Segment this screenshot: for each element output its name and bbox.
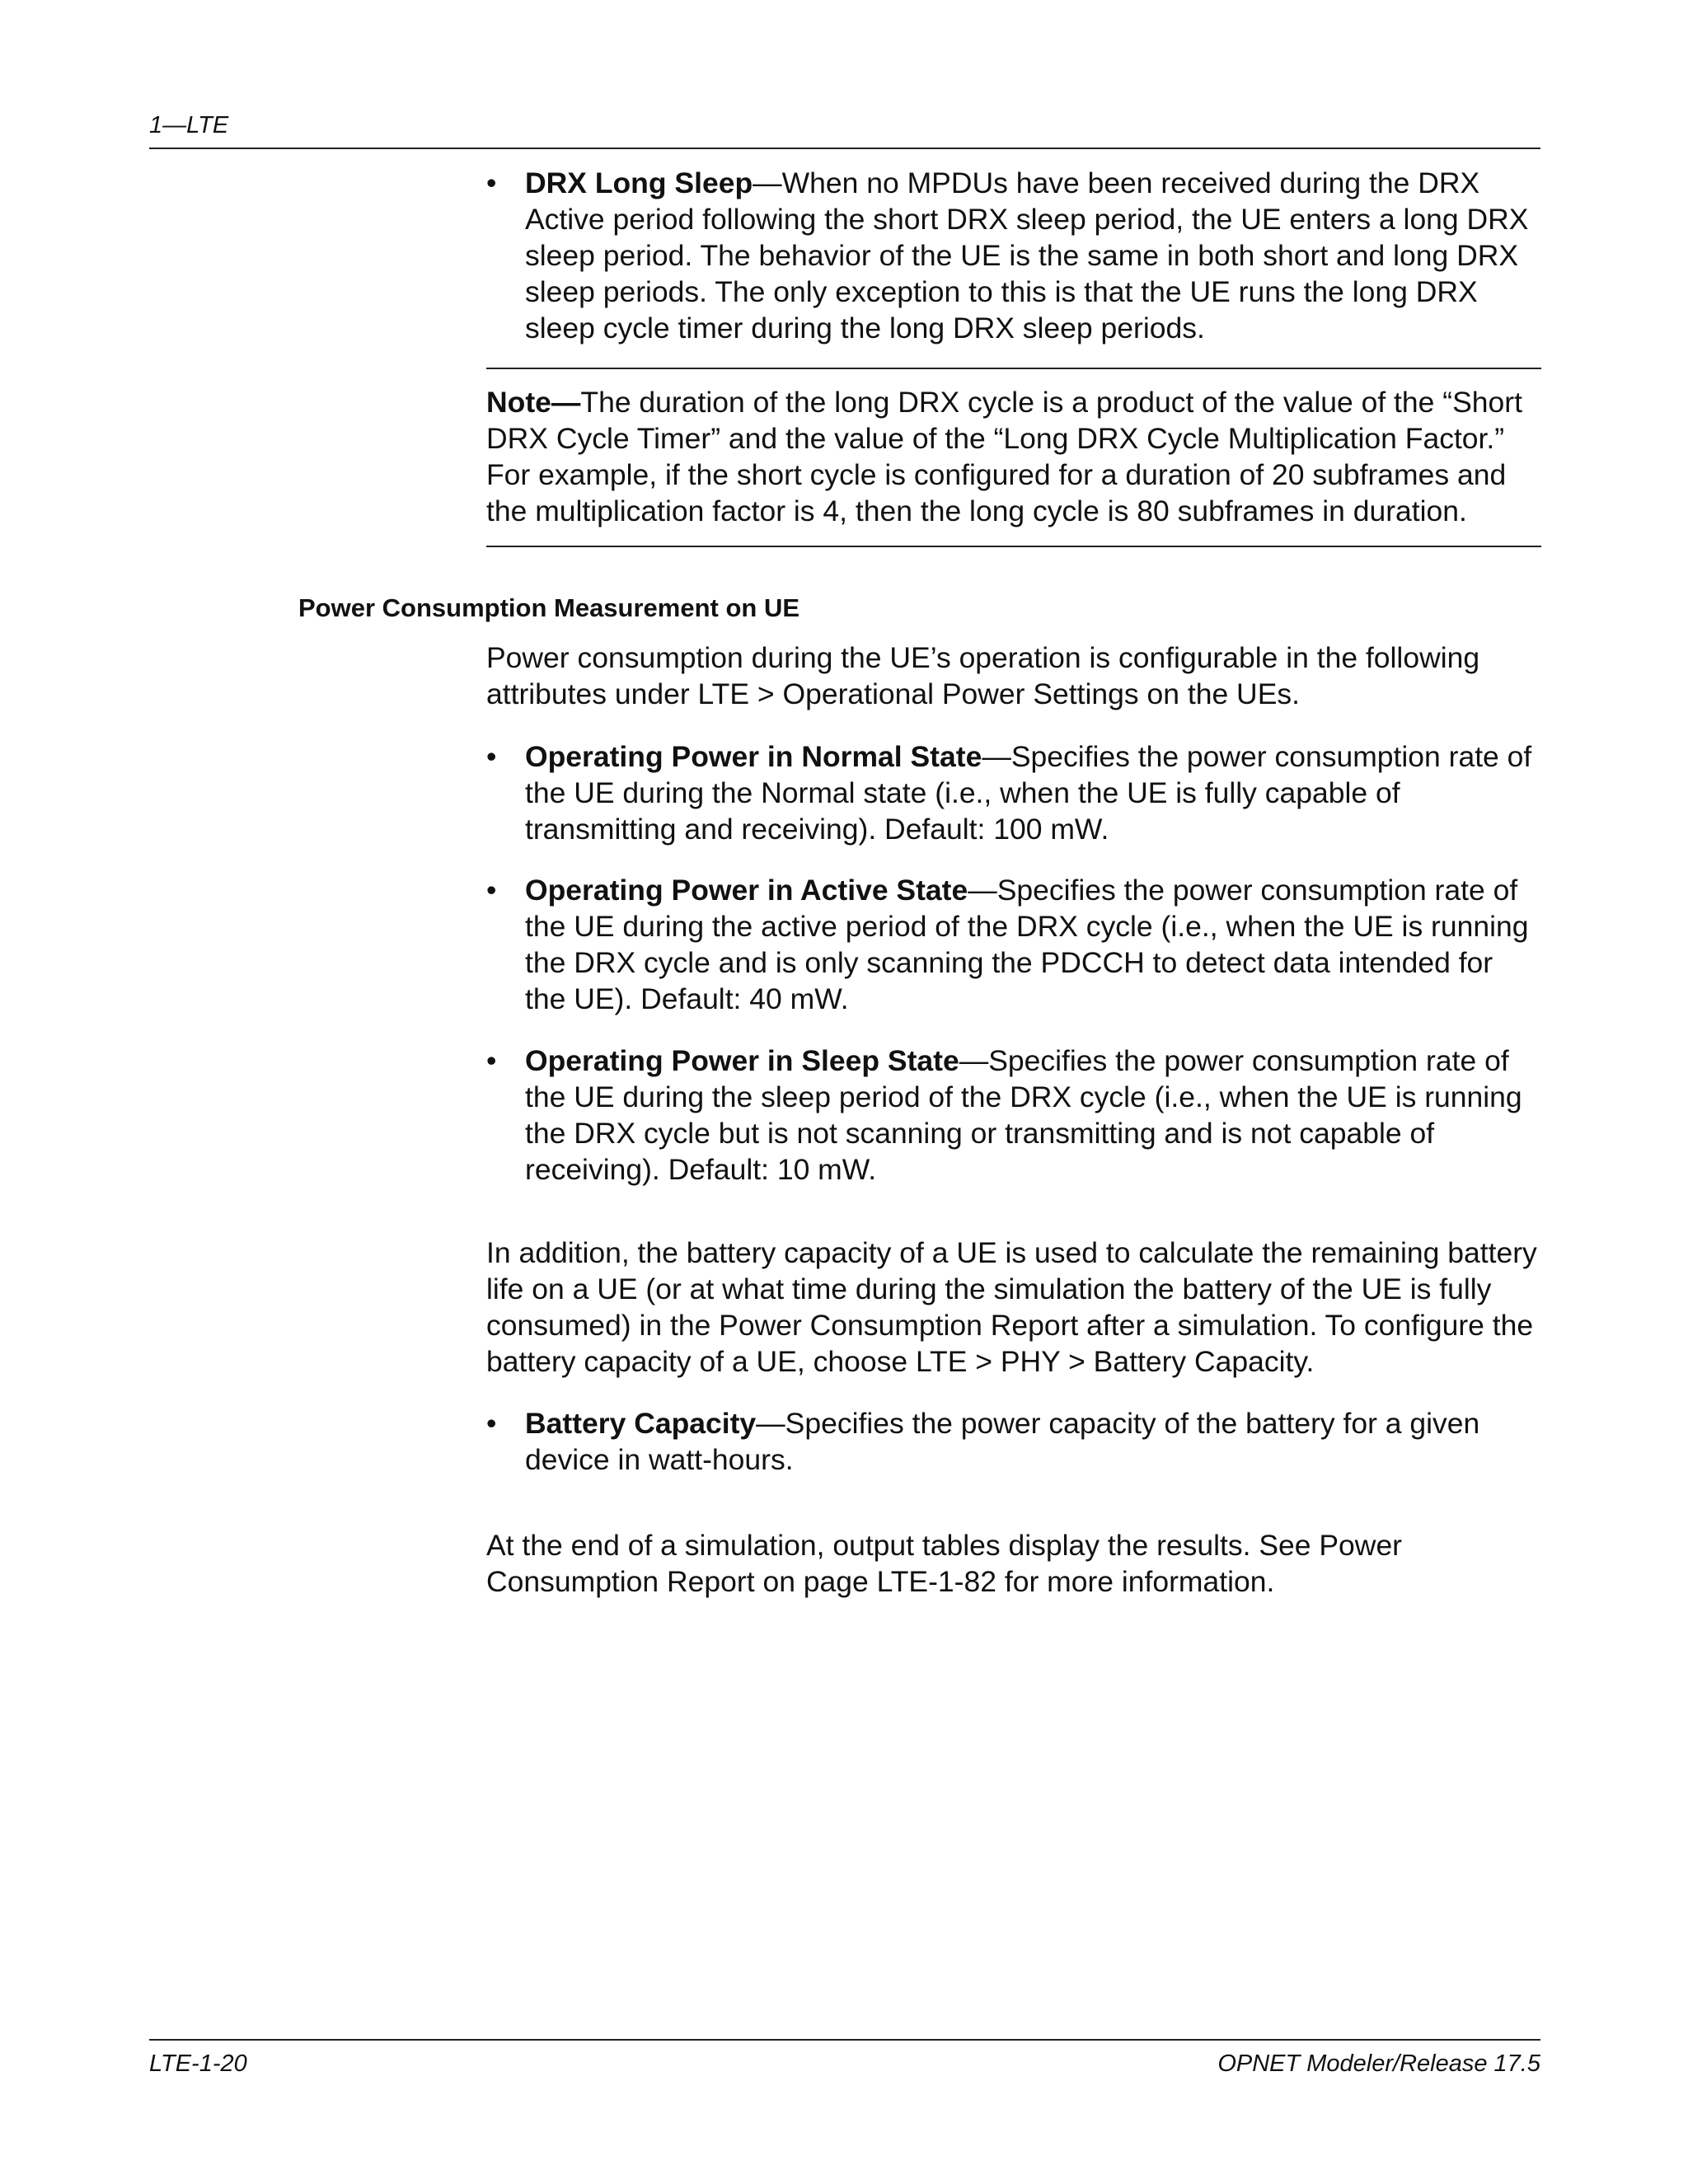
bullet-mark: • <box>486 1044 497 1077</box>
bullet-text: —Specifies the power capacity of the battery for a given device in watt-hours. <box>525 1407 1480 1476</box>
battery-paragraph: In addition, the battery capacity of a UE is used to calculate the remaining battery life on a UE (or at what time during the simulation the battery of the UE is fully consumed) in the Power Consumption Report after a simulation. To configure the battery capacity of a UE, choose LTE > PHY > Battery Capacity. <box>486 1236 1537 1378</box>
bullet-term: Battery Capacity <box>525 1407 757 1440</box>
footer-product: OPNET Modeler/Release 17.5 <box>1217 2050 1540 2077</box>
bullet-text: —Specifies the power consumption rate of the UE during the active period of the DRX cycle (i.e., when the UE is running the DRX cycle and is only scanning the PDCCH to detect data intended for the UE). Default: 40 mW. <box>525 874 1529 1015</box>
note-box <box>486 368 1541 547</box>
bullet-mark: • <box>486 740 497 773</box>
running-head: 1—LTE <box>149 112 229 138</box>
footer-rule <box>149 2039 1540 2041</box>
bullet-battery-capacity <box>486 1405 1541 1478</box>
note-label: Note— <box>486 386 581 419</box>
bullet-normal-state <box>486 738 1541 847</box>
bullet-term: Operating Power in Sleep State <box>525 1044 959 1077</box>
bullet-mark: • <box>486 874 497 907</box>
bullet-text: —Specifies the power consumption rate of the UE during the sleep period of the DRX cycle (i.e., when the UE is running the DRX cycle but is not scanning or transmitting and is not capable of receiving). Default: 10 mW. <box>525 1044 1522 1186</box>
bullet-active-state <box>486 872 1541 1017</box>
bullet-sleep-state <box>486 1043 1541 1188</box>
bullet-term: Operating Power in Normal State <box>525 740 982 773</box>
bullet-mark: • <box>486 1407 497 1440</box>
footer-page-number: LTE-1-20 <box>149 2050 247 2077</box>
bullet-text: —When no MPDUs have been received during the DRX Active period following the short DRX sleep period, the UE enters a long DRX sleep period. The behavior of the UE is the same in both short and long DRX sleep periods. The only exception to this is that the UE runs the long DRX sleep cycle timer during the long DRX sleep periods. <box>525 166 1529 344</box>
closing-paragraph: At the end of a simulation, output tables display the results. See Power Consumption Report on page LTE-1-82 for more information. <box>486 1529 1403 1598</box>
bullet-drx-long-sleep <box>486 165 1541 346</box>
bullet-mark: • <box>486 166 497 199</box>
note-text: The duration of the long DRX cycle is a product of the value of the “Short DRX Cycle Timer” and the value of the “Long DRX Cycle Multiplication Factor.” For example, if the short cycle is configured for a duration of 20 subframes and the multiplication factor is 4, then the long cycle is 80 subframes in duration. <box>486 386 1522 527</box>
header-rule <box>149 148 1540 149</box>
bullet-text: —Specifies the power consumption rate of the UE during the Normal state (i.e., when the UE is fully capable of transmitting and receiving). Default: 100 mW. <box>525 740 1532 846</box>
section-heading: Power Consumption Measurement on UE <box>298 593 800 622</box>
bullet-term: Operating Power in Active State <box>525 874 968 907</box>
bullet-term: DRX Long Sleep <box>525 166 753 199</box>
intro-paragraph: Power consumption during the UE’s operation is configurable in the following attributes under LTE > Operational Power Settings on the UEs. <box>486 641 1480 710</box>
